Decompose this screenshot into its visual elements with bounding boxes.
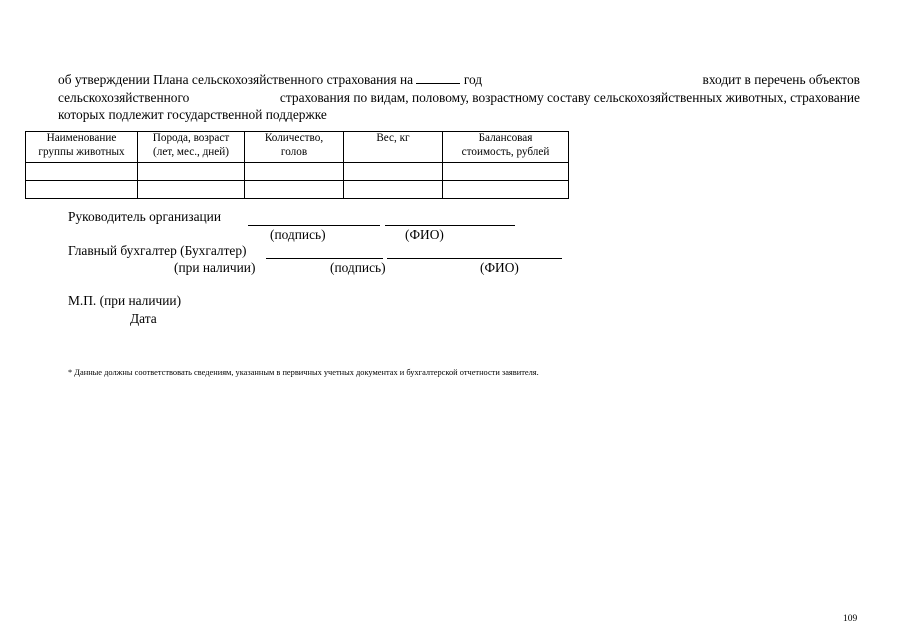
head-name-line (385, 225, 515, 226)
header-balance-value: Балансовая стоимость, рублей (443, 132, 569, 163)
head-signature-line (248, 225, 380, 226)
intro-year-word: год (463, 72, 483, 87)
header-breed-age: Порода, возраст (лет, мес., дней) (138, 132, 245, 163)
intro-line-1 (58, 71, 860, 89)
header-weight: Вес, кг (344, 132, 443, 163)
head-of-organization-label: Руководитель организации (68, 209, 222, 224)
year-blank (416, 72, 460, 84)
chief-accountant-label: Главный бухгалтер (Бухгалтер) (68, 243, 247, 258)
table-cell (245, 163, 344, 181)
accountant-note: (при наличии) (174, 260, 256, 275)
header-animal-group: Наименование группы животных (26, 132, 138, 163)
date-label: Дата (130, 311, 157, 326)
intro-line-2-start: сельскохозяйственного (58, 89, 190, 105)
accountant-name-line (387, 258, 562, 259)
header-quantity: Количество, голов (245, 132, 344, 163)
table-cell (443, 163, 569, 181)
table-cell (245, 181, 344, 199)
table-cell (138, 163, 245, 181)
table-row (26, 163, 569, 181)
table-cell (26, 181, 138, 199)
table-cell (344, 163, 443, 181)
table-header-row (26, 132, 569, 163)
animals-table (25, 131, 569, 199)
head-name-caption: (ФИО) (405, 227, 444, 242)
intro-paragraph (58, 71, 860, 124)
accountant-signature-caption: (подпись) (330, 260, 386, 275)
intro-text-start: об утверждении Плана сельскохозяйственного страхования на (58, 72, 414, 87)
table-cell (26, 163, 138, 181)
table-cell (138, 181, 245, 199)
table-cell (344, 181, 443, 199)
footnote: * Данные должны соответствовать сведениям, указанным в первичных учетных документах и бухгалтерской отчетности заявителя. (68, 368, 539, 377)
intro-line-2-rest: страхования по видам, половому, возрастному составу сельскохозяйственных животных, страхование (279, 89, 860, 105)
intro-line-2 (58, 89, 860, 107)
table-cell (443, 181, 569, 199)
intro-text-end: входит в перечень объектов (702, 72, 860, 87)
page-number: 109 (843, 614, 858, 624)
stamp-label: М.П. (при наличии) (68, 293, 182, 308)
accountant-name-caption: (ФИО) (480, 260, 519, 275)
head-signature-caption: (подпись) (270, 227, 326, 242)
intro-line-3: которых подлежит государственной поддержке (58, 107, 327, 122)
accountant-signature-line (266, 258, 383, 259)
table-row (26, 181, 569, 199)
